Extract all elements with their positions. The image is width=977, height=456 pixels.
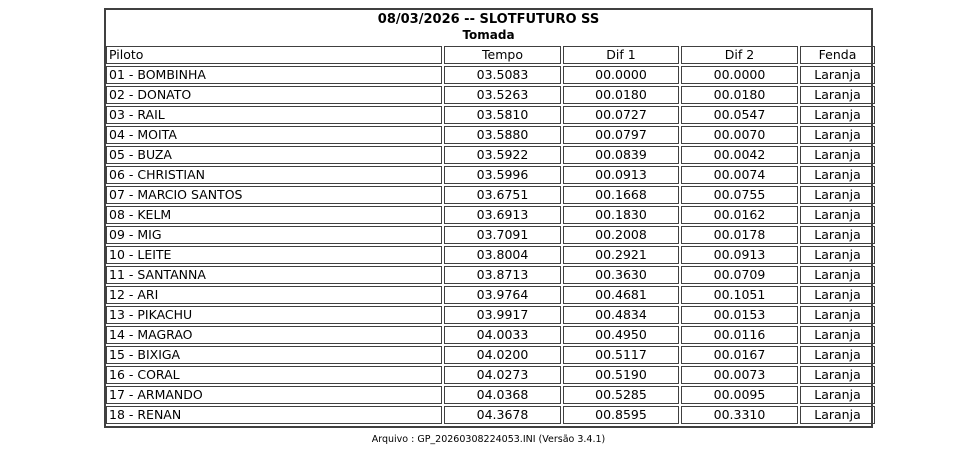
cell-dif2: 00.0074 [681, 166, 798, 184]
cell-dif2: 00.1051 [681, 286, 798, 304]
cell-dif2: 00.0095 [681, 386, 798, 404]
header-tempo: Tempo [444, 46, 561, 64]
cell-dif2: 00.0000 [681, 66, 798, 84]
results-table [104, 44, 877, 426]
cell-fenda: Laranja [800, 86, 875, 104]
cell-dif1: 00.2008 [563, 226, 679, 244]
cell-dif2: 00.0178 [681, 226, 798, 244]
cell-piloto: 06 - CHRISTIAN [106, 166, 442, 184]
cell-dif1: 00.4950 [563, 326, 679, 344]
cell-tempo: 03.5810 [444, 106, 561, 124]
cell-dif1: 00.1668 [563, 186, 679, 204]
table-header-row [106, 46, 875, 64]
cell-tempo: 03.5922 [444, 146, 561, 164]
cell-dif2: 00.0547 [681, 106, 798, 124]
cell-tempo: 03.5880 [444, 126, 561, 144]
cell-tempo: 03.5083 [444, 66, 561, 84]
report-title: 08/03/2026 -- SLOTFUTURO SS [377, 12, 600, 27]
cell-piloto: 09 - MIG [106, 226, 442, 244]
cell-dif1: 00.0839 [563, 146, 679, 164]
table-row [106, 66, 875, 84]
cell-fenda: Laranja [800, 346, 875, 364]
table-row [106, 226, 875, 244]
table-row [106, 386, 875, 404]
table-row [106, 186, 875, 204]
cell-dif2: 00.0180 [681, 86, 798, 104]
cell-tempo: 03.6751 [444, 186, 561, 204]
cell-dif2: 00.0913 [681, 246, 798, 264]
cell-dif1: 00.0180 [563, 86, 679, 104]
table-row [106, 266, 875, 284]
cell-tempo: 03.9764 [444, 286, 561, 304]
header-dif2: Dif 2 [681, 46, 798, 64]
file-info-footer: Arquivo : GP_20260308224053.INI (Versão 3.4.1) [371, 434, 606, 445]
cell-dif2: 00.0116 [681, 326, 798, 344]
table-row [106, 86, 875, 104]
cell-dif1: 00.5190 [563, 366, 679, 384]
cell-fenda: Laranja [800, 246, 875, 264]
cell-dif2: 00.0162 [681, 206, 798, 224]
table-row [106, 326, 875, 344]
cell-fenda: Laranja [800, 186, 875, 204]
cell-fenda: Laranja [800, 266, 875, 284]
cell-tempo: 04.0033 [444, 326, 561, 344]
cell-piloto: 08 - KELM [106, 206, 442, 224]
cell-piloto: 03 - RAIL [106, 106, 442, 124]
table-row [106, 346, 875, 364]
report-subtitle: Tomada [462, 28, 515, 42]
cell-piloto: 18 - RENAN [106, 406, 442, 424]
cell-dif2: 00.0070 [681, 126, 798, 144]
cell-tempo: 03.5996 [444, 166, 561, 184]
cell-dif2: 00.0755 [681, 186, 798, 204]
table-row [106, 306, 875, 324]
cell-piloto: 16 - CORAL [106, 366, 442, 384]
cell-piloto: 15 - BIXIGA [106, 346, 442, 364]
cell-dif1: 00.5117 [563, 346, 679, 364]
cell-dif2: 00.0167 [681, 346, 798, 364]
table-row [106, 206, 875, 224]
cell-fenda: Laranja [800, 406, 875, 424]
cell-piloto: 10 - LEITE [106, 246, 442, 264]
cell-piloto: 05 - BUZA [106, 146, 442, 164]
cell-piloto: 01 - BOMBINHA [106, 66, 442, 84]
cell-piloto: 11 - SANTANNA [106, 266, 442, 284]
header-dif1: Dif 1 [563, 46, 679, 64]
table-row [106, 246, 875, 264]
cell-dif1: 00.3630 [563, 266, 679, 284]
cell-fenda: Laranja [800, 106, 875, 124]
cell-piloto: 17 - ARMANDO [106, 386, 442, 404]
cell-dif1: 00.0797 [563, 126, 679, 144]
table-row [106, 366, 875, 384]
cell-dif1: 00.4681 [563, 286, 679, 304]
cell-fenda: Laranja [800, 126, 875, 144]
cell-fenda: Laranja [800, 226, 875, 244]
table-row [106, 286, 875, 304]
cell-piloto: 04 - MOITA [106, 126, 442, 144]
table-row [106, 166, 875, 184]
cell-dif2: 00.3310 [681, 406, 798, 424]
cell-dif1: 00.0727 [563, 106, 679, 124]
cell-dif1: 00.5285 [563, 386, 679, 404]
cell-fenda: Laranja [800, 146, 875, 164]
report-header [106, 10, 871, 46]
cell-fenda: Laranja [800, 206, 875, 224]
cell-tempo: 03.5263 [444, 86, 561, 104]
cell-dif1: 00.0913 [563, 166, 679, 184]
cell-dif2: 00.0073 [681, 366, 798, 384]
cell-dif1: 00.8595 [563, 406, 679, 424]
cell-dif2: 00.0709 [681, 266, 798, 284]
cell-piloto: 12 - ARI [106, 286, 442, 304]
cell-dif1: 00.1830 [563, 206, 679, 224]
cell-tempo: 03.9917 [444, 306, 561, 324]
table-row [106, 406, 875, 424]
cell-dif2: 00.0042 [681, 146, 798, 164]
cell-dif2: 00.0153 [681, 306, 798, 324]
cell-tempo: 03.6913 [444, 206, 561, 224]
cell-tempo: 03.8004 [444, 246, 561, 264]
table-row [106, 126, 875, 144]
cell-fenda: Laranja [800, 386, 875, 404]
cell-tempo: 03.8713 [444, 266, 561, 284]
table-row [106, 146, 875, 164]
cell-fenda: Laranja [800, 366, 875, 384]
cell-dif1: 00.0000 [563, 66, 679, 84]
table-row [106, 106, 875, 124]
cell-tempo: 04.0368 [444, 386, 561, 404]
header-fenda: Fenda [800, 46, 875, 64]
cell-piloto: 14 - MAGRAO [106, 326, 442, 344]
cell-fenda: Laranja [800, 66, 875, 84]
cell-dif1: 00.2921 [563, 246, 679, 264]
cell-dif1: 00.4834 [563, 306, 679, 324]
cell-piloto: 13 - PIKACHU [106, 306, 442, 324]
cell-fenda: Laranja [800, 306, 875, 324]
cell-piloto: 07 - MARCIO SANTOS [106, 186, 442, 204]
cell-tempo: 03.7091 [444, 226, 561, 244]
results-report [104, 8, 873, 428]
cell-tempo: 04.0273 [444, 366, 561, 384]
cell-fenda: Laranja [800, 326, 875, 344]
cell-fenda: Laranja [800, 286, 875, 304]
cell-fenda: Laranja [800, 166, 875, 184]
cell-piloto: 02 - DONATO [106, 86, 442, 104]
header-piloto: Piloto [106, 46, 442, 64]
cell-tempo: 04.0200 [444, 346, 561, 364]
cell-tempo: 04.3678 [444, 406, 561, 424]
results-body [106, 66, 875, 424]
